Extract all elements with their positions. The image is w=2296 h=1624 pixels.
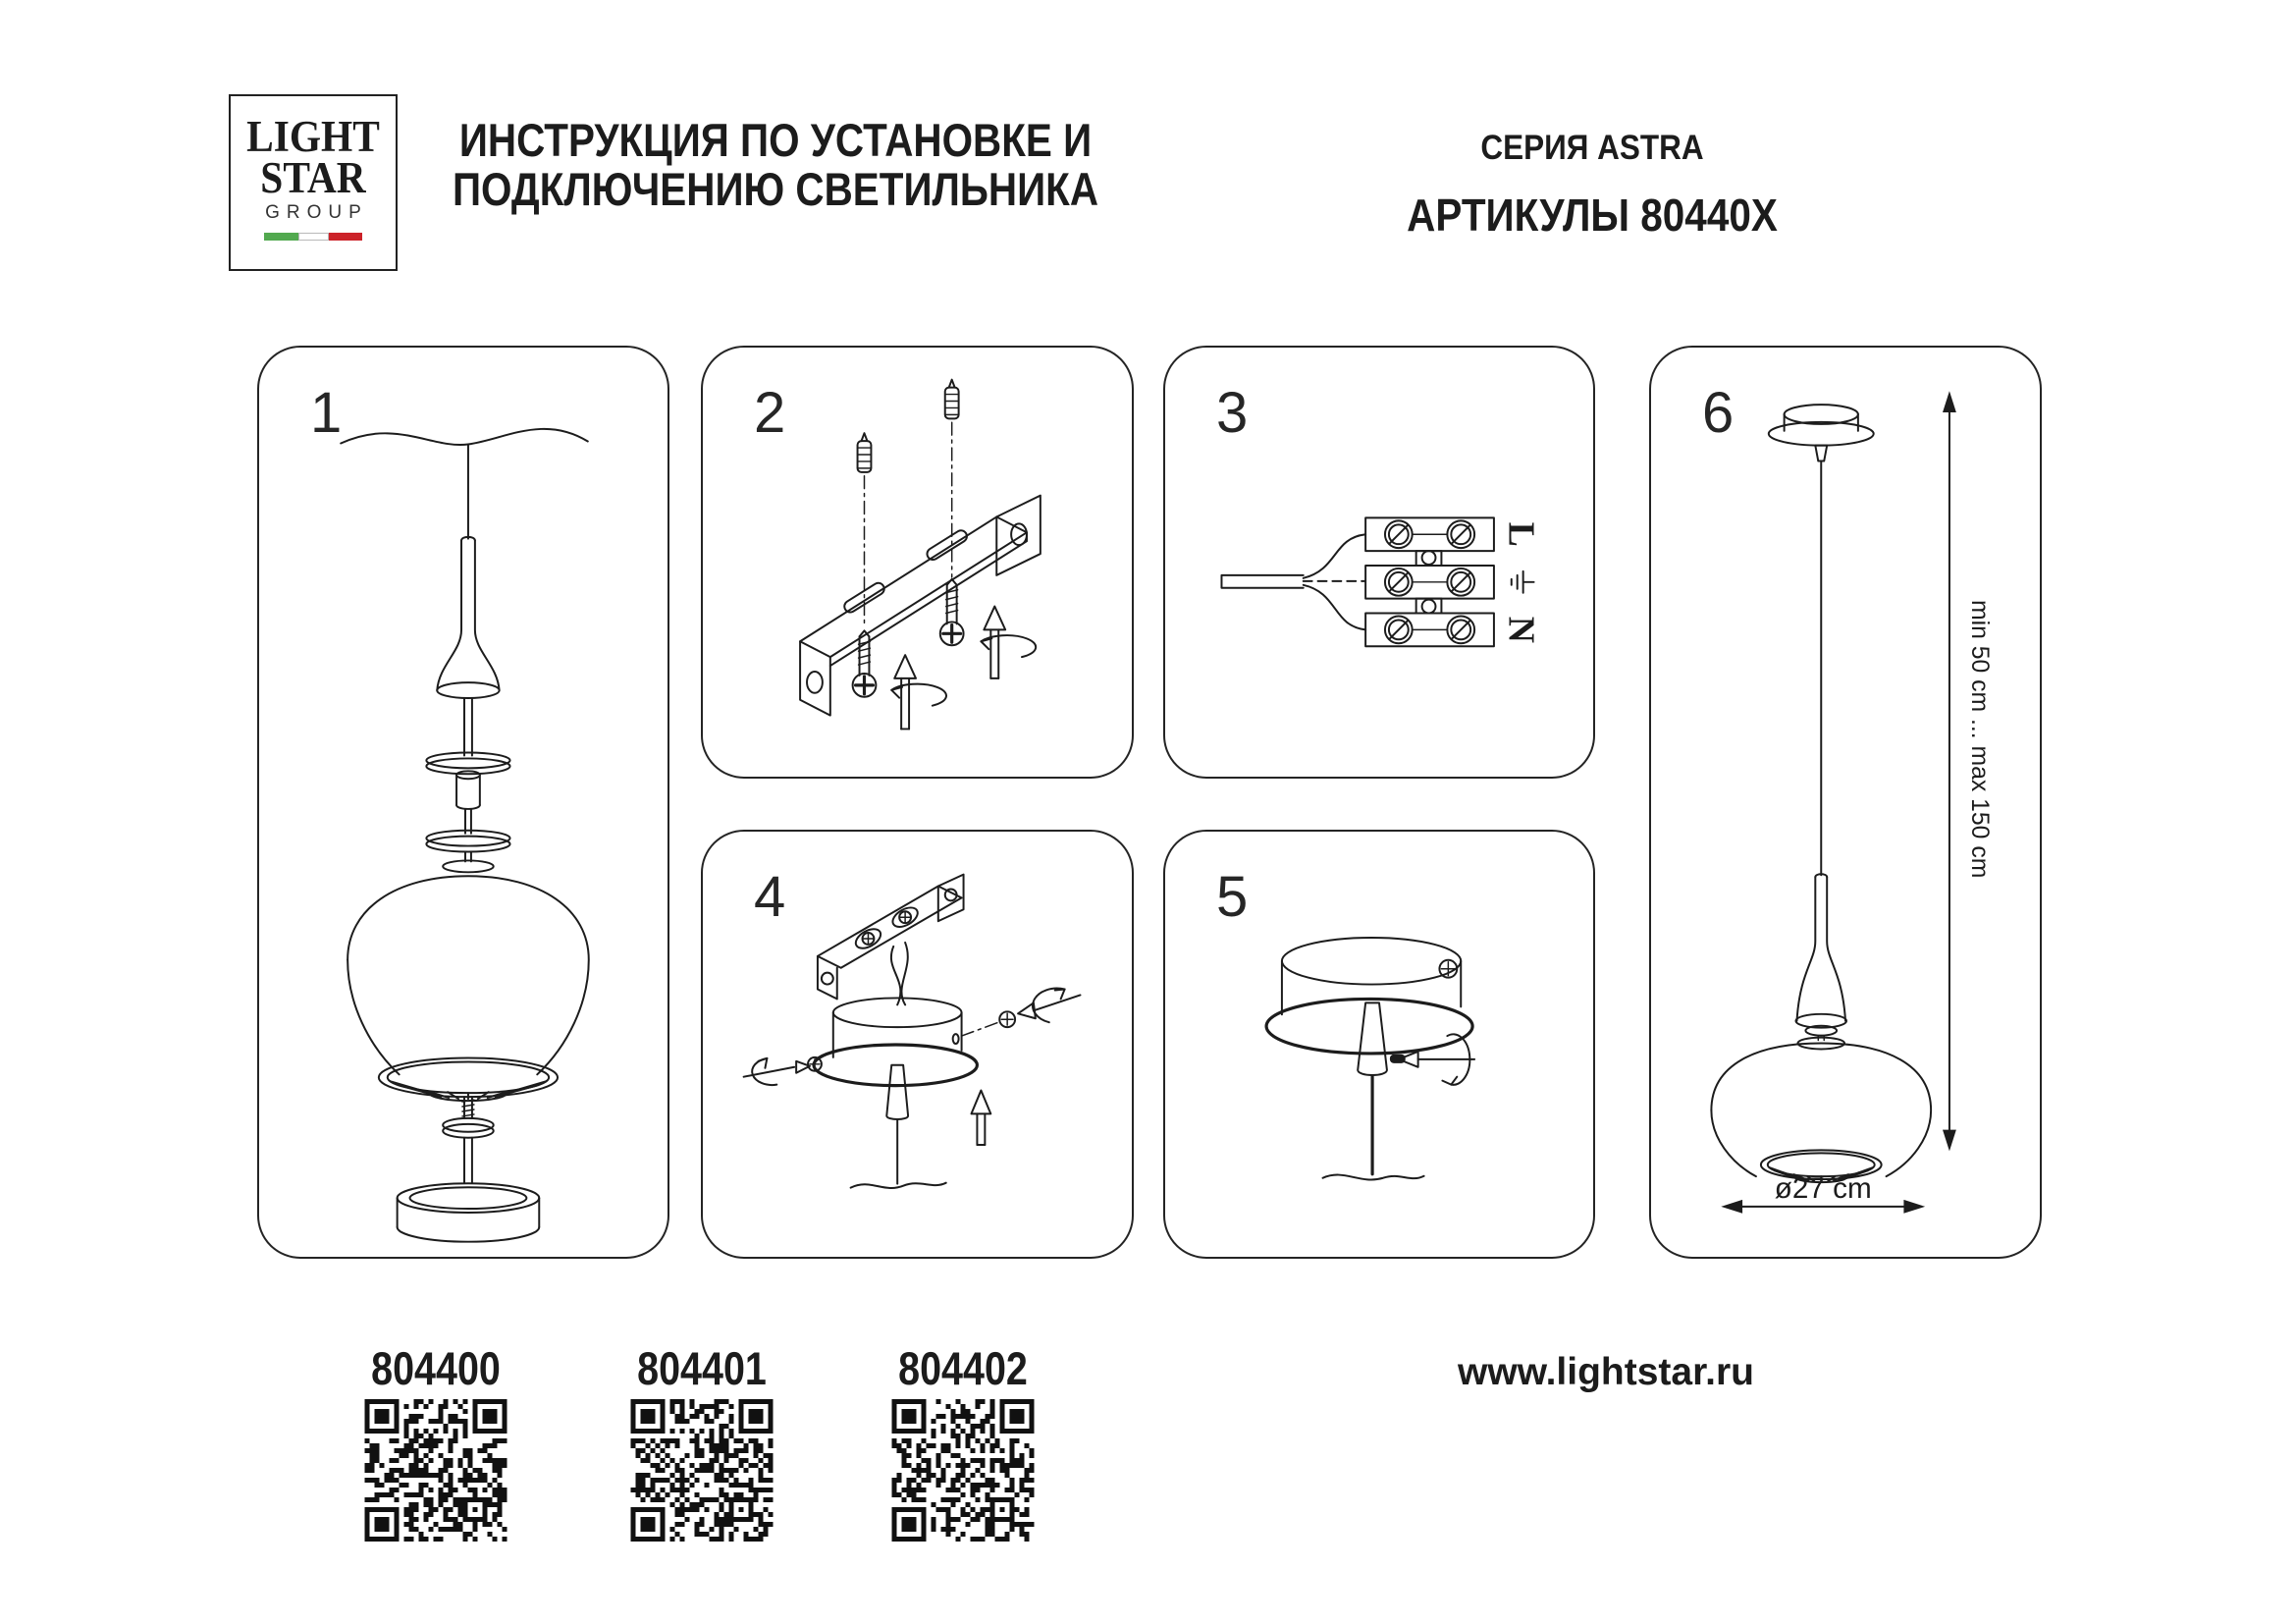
step-panel-2 (701, 346, 1134, 779)
step-number-6: 6 (1702, 381, 1735, 445)
website-url: www.lightstar.ru (1458, 1351, 1754, 1393)
lightstar-logo (229, 94, 398, 271)
ground-symbol (1512, 571, 1534, 593)
italian-flag-bar (264, 233, 362, 241)
step-number-2: 2 (754, 381, 786, 445)
qr-code-804400 (364, 1399, 507, 1542)
pendant-exploded-drawing (259, 348, 667, 1257)
step-panel-1 (257, 346, 669, 1259)
page-title-line2: ПОДКЛЮЧЕНИЮ СВЕТИЛЬНИКА (452, 163, 1099, 215)
flag-green-segment (264, 233, 298, 241)
step-number-5: 5 (1216, 865, 1249, 929)
step-panel-5 (1163, 830, 1595, 1259)
page-title-line1: ИНСТРУКЦИЯ ПО УСТАНОВКЕ И (458, 114, 1093, 166)
step-number-3: 3 (1216, 381, 1249, 445)
logo-word-group: GROUP (265, 202, 368, 223)
assembled-lamp-drawing (1651, 348, 2040, 1257)
article-number-804400: 804400 (371, 1342, 501, 1394)
logo-word-light: LIGHT (246, 112, 380, 161)
live-wire-label: L (1500, 521, 1542, 547)
qr-code-804401 (630, 1399, 774, 1542)
step-number-4: 4 (754, 865, 786, 929)
series-label: СЕРИЯ ASTRA (1480, 129, 1704, 167)
logo-word-star: STAR (260, 153, 366, 202)
flag-white-segment (298, 233, 329, 241)
page-title (447, 116, 1105, 214)
step-panel-4 (701, 830, 1134, 1259)
article-number-804401: 804401 (637, 1342, 767, 1394)
flag-red-segment (329, 233, 362, 241)
step-number-1: 1 (310, 381, 343, 445)
height-range-label: min 50 cm ... max 150 cm (1966, 599, 1994, 879)
neutral-wire-label: N (1500, 616, 1542, 643)
articles-label: АРТИКУЛЫ 80440X (1407, 189, 1778, 241)
step-panel-6 (1649, 346, 2042, 1259)
diameter-label: ø27 cm (1774, 1171, 1872, 1205)
step-panel-3 (1163, 346, 1595, 779)
qr-code-804402 (891, 1399, 1035, 1542)
article-number-804402: 804402 (898, 1342, 1028, 1394)
